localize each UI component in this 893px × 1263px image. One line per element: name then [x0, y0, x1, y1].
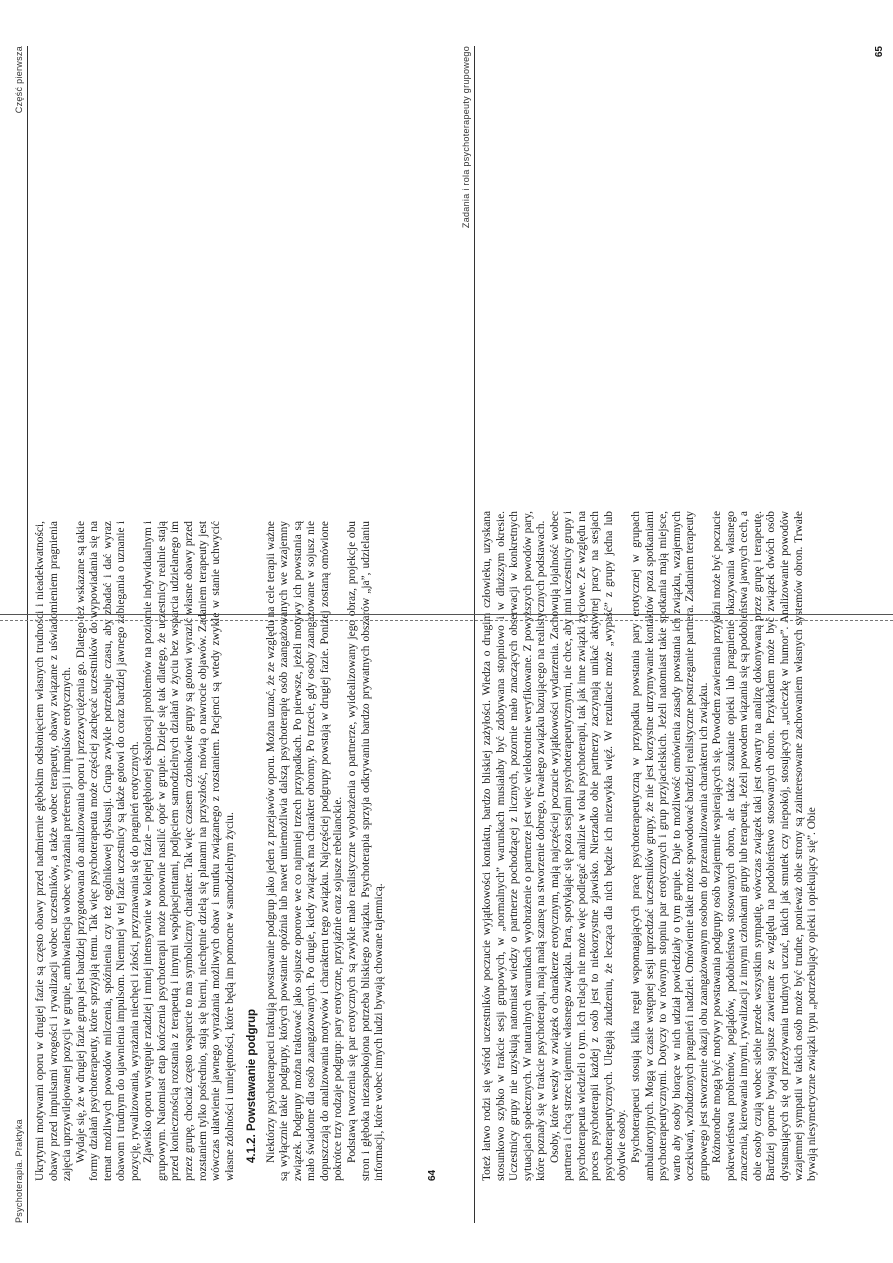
header-rule — [27, 46, 28, 1223]
gutter-line — [0, 614, 893, 615]
page-number: 65 — [874, 46, 885, 58]
section-heading: 4.1.2. Powstawanie podgrup — [246, 1008, 259, 1163]
paragraph: Ukrytymi motywami oporu w drugiej fazie są często obawy przed nadmiernie głębokim odsłonięciem własnych trudności i nieadekwatności, obawy przed impulsami wrogości i rywalizacji wobec uczestników, a także wobec terapeuty, obawy związane z uświadomieniem pragnienia zajęcia uprzywilejowanej pozycji w grupie, ambiwalencja wobec wyrażania preferencji i impulsów erotycznych. — [34, 521, 74, 1181]
gutter-line — [0, 620, 893, 621]
paragraph: Osoby, które weszły w związek o charakterze erotycznym, mają najczęściej poczucie wyjątkowości wydarzenia. Zachowują lojalność wobec partnera i chcą strzec tajemnic własnego związku. Para, spotykając się poza sesjami psychoterapeutycznymi, nie chce, aby inni uczestnicy grupy i psychoterapeuta wiedzieli o tym. Ich relacja nie może więc podlegać analizie w toku psychoterapii, tak jak inne związki życiowe. Ze względu na proces psychoterapii każdej z osób jest to niekorzystne zjawisko. Nierzadko obie partnerzy zaczynają unikać aktywnej pracy na sesjach psychoterapeutycznych. Ulegają złudzeniu, że lecząca dla nich będzie ich niezwykła więź. W rezultacie może „wypaść” z grupy jedna lub obydwie osoby. — [548, 511, 629, 1181]
paragraph: Niektórzy psychoterapeuci traktują powstawanie podgrup jako jeden z przejawów oporu. Można uznać, że ze względu na cele terapii ważne są wyłącznie takie podgrupy, których powstanie opóźnia lub nawet uniemożliwia dalszą psychoterapię osób zaangażowanych we wzajemny związek. Podgrupy można traktować jako sojusze oporowe we co najmniej trzech przypadkach. Po pierwsze, jeżeli motywy ich powstania są mało świadome dla osób zaangażowanych. Po drugie, kiedy związek ma charakter obronny. Po trzecie, gdy osoby zaangażowane w sojusz nie dopuszczają do analizowania motywów i charakteru tego związku. Najczęściej podgrupy powstają w drugiej fazie. Poniżej zostaną omówione pokrótce trzy rodzaje podgrup: pary erotyczne, przyjaźnie oraz sojusze rebelianckie. — [264, 521, 345, 1181]
paragraph: Zjawisko oporu występuje rzadziej i mniej intensywnie w kolejnej fazie – pogłębionej eksploracji problemów na poziomie indywidualnym i grupowym. Natomiast etap kończenia psychoterapii może ponownie nasilić opór w grupie. Dzieje się tak dlatego, że uczestnicy realnie stają przed koniecznością rozstania z terapeutą i innymi współpacjentami, podjęciem samodzielnych działań w życiu bez wsparcia udzielanego im przez grupę, chociaż często wsparcie to ma symboliczny charakter. Tak więc czasem członkowie grupy są gotowi wyrazić własne obawy przed rozstaniem tylko pośrednio, stają się bierni, niechętnie dzielą się planami na przyszłość, mówią o nawrocie objawów. Zadaniem terapeuty jest wówczas ułatwienie jawnego wyrażania możliwych obaw i smutku związanego z rozstaniem. Pacjenci są wtedy zwykle w stanie uchwycić własne zdolności i umiejętności, które będą im pomocne w samodzielnym życiu. — [142, 521, 236, 1181]
paragraph: Psychoterapeuci stosują kilka reguł wspomagających pracę psychoterapeutyczną w przypadku powstania pary erotycznej w grupach ambulatoryjnych. Mogą w czasie wstępnej sesji uprzedzać uczestników grupy, że nie jest korzystne utrzymywanie kontaktów poza spotkaniami psychoterapeutycznymi. Dotyczy to w równym stopniu par erotycznych i grup przyjacielskich. Jeżeli natomiast takie spotkania mają miejsce, warto aby osoby biorące w nich udział powiedziały o tym grupie. Daje to możliwość omówienia zasady powstania ich związku, wzajemnych oczekiwań, wzbudzonych pragnień i nadziei. Omówienie takie może spowodować bardziej realistyczne postrzeganie partnera. Zadaniem terapeuty grupowego jest stworzenie okazji obu zaangażowanym osobom do przeanalizowania charakteru ich związku. — [630, 511, 710, 1181]
paragraph: Toteż łatwo rodzi się wśród uczestników poczucie wyjątkowości kontaktu, bardzo bliskiej zażyłości. Wiedza o drugim człowieku, uzyskana stosunkowo szybko w trakcie sesji grupowych, w „normalnych” warunkach musiałaby być zdobywana stopniowo i w dłuższym okresie. Uczestnicy grupy nie uzyskują natomiast wiedzy o partnerze pochodzącej z licznych, pozornie mało znaczących obserwacji w konkretnych sytuacjach społecznych. W naturalnych warunkach wyobrażenie o partnerze jest więc wielokrotnie weryfikowane. Z powyższych powodów pary, które poznały się w trakcie psychoterapii, mają małą szansę na stworzenie dobrego, trwałego związku bazującego na realistycznych podstawach. — [481, 511, 548, 1181]
right-page-body — [481, 511, 865, 1181]
left-page — [0, 0, 446, 1263]
paragraph: Wydaje się, że w drugiej fazie grupa jest bardziej przygotowana do analizowania oporu i przezwyciężenia go. Dlatego też wskazane są takie formy działań psychoterapeuty, które sprzyjają temu. Tak więc psychoterapeuta może częściej zachęcać uczestników do wypowiadania się na temat możliwych powodów milczenia, spóźnienia czy też ogólnikowej dyskusji. Grupa zwykle potrzebuje czasu, aby zbadać i dać wyraz obawom i trudnym do ujawnienia impulsom. Niemniej w tej fazie uczestnicy są także gotowi do coraz bardziej jawnego zabiegania o uznanie i pozycję, rywalizowania, wyrażania niechęci i złości, przyznawania się do pragnień erotycznych. — [74, 521, 141, 1181]
header-part-title: Część pierwsza — [14, 46, 24, 114]
paragraph: Różnorodne mogą być motywy powstawania podgrupy osób wzajemnie wspierających się. Powodem zawierania przyjaźni może być poczucie pokrewieństwa problemów, poglądów, podobieństwo stosowanych obron, ale także szukanie opieki lub pragnienie okazywania własnego znaczenia, kierowania innymi, rywalizacji z innymi członkami grupy lub terapeutą. Jeżeli powodem wiązania się są podobieństwa jawnych cech, a obie osoby czują wobec siebie przede wszystkim sympatię, wówczas związek taki jest otwarty na analizę dokonywaną przez grupę i terapeutę. Bardziej oporne bywają sojusze zawierane ze względu na podobieństwo stosowanych obron. Przykładem może być związek dwóch osób dystansujących się od przeżywania trudnych uczuć, takich jak smutek czy niepokój, stosujących „ucieczkę w humor”. Analizowanie powodów wzajemnej sympatii w takich osób może być trudne, ponieważ obie strony są zainteresowane zachowaniem własnych systemów obron. Trwałe bywają niesymetryczne związki typu „potrzebujący opieki i opiekujący się”. Obie — [711, 511, 819, 1181]
paragraph: Podstawą tworzenia się par erotycznych są zwykle mało realistyczne wyobrażenia o partnerze, wyidealizowany jego obraz, projekcje obu stron i głęboka niezaspokojona potrzeba bliskiego związku. Psychoterapia sprzyja odkrywaniu bardzo prywatnych obszarów „ja”, udzielaniu informacji, które wobec innych ludzi bywają chowane tajemnicą. — [346, 521, 386, 1181]
header-chapter-title: Zadania i rola psychoterapeuty grupowego — [461, 46, 471, 229]
header-rule — [474, 46, 475, 1223]
right-page — [447, 0, 893, 1263]
page-number: 64 — [427, 1169, 438, 1181]
header-book-title: Psychoterapia. Praktyka — [14, 1119, 24, 1223]
